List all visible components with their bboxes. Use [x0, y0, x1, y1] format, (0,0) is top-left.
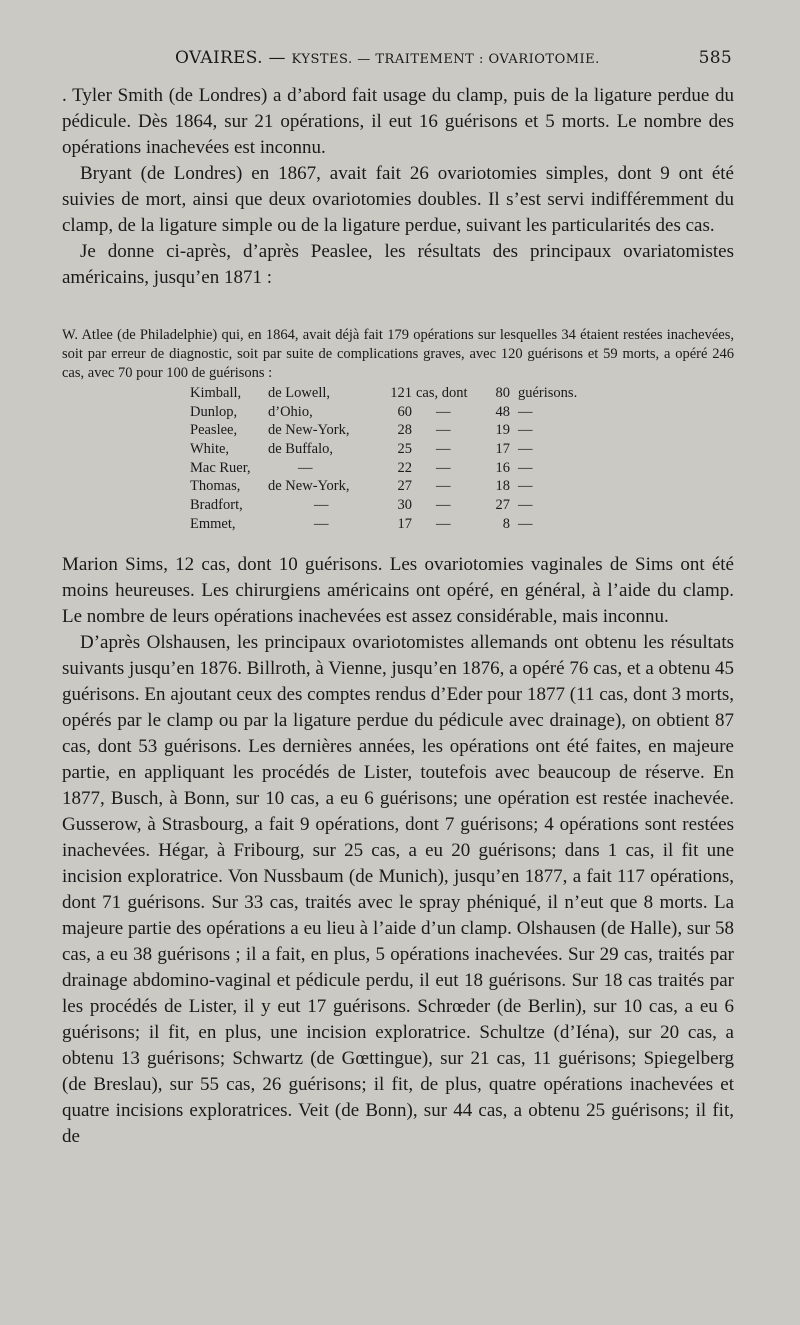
surgeon-place: —: [298, 459, 313, 476]
paragraph-olshausen: D’après Olshausen, les principaux ovariotomistes allemands ont obtenu les résultats suivants jusqu’en 1876. Billroth, à Vienne, jusqu’en 1876, a opéré 76 cas, et a obtenu 45 guérisons. En ajoutant ceux des comptes rendus d’Eder pour 1877 (11 cas, dont 3 morts, opérés par le clamp ou par la ligature perdue du pédicule avec drainage), on obtient 87 cas, dont 53 guérisons. Les dernières années, les opérations ont été faites, en majeure partie, en appliquant les procédés de Lister, toutefois avec beaucoup de réserve. En 1877, Busch, à Bonn, sur 10 cas, a eu 6 guérisons; une opération est restée inachevée. Gusserow, à Strasbourg, a fait 9 opérations, dont 7 guérisons; 4 opérations sont restées inachevées. Hégar, à Fribourg, sur 25 cas, a eu 20 guérisons; dans 1 cas, il fit une incision exploratrice. Von Nussbaum (de Munich), jusqu’en 1877, a fait 117 opérations, dont 71 guérisons. Sur 33 cas, traités avec le spray phéniqué, il n’eut que 8 morts. La majeure partie des opérations a eu lieu à l’aide d’un clamp. Olshausen (de Halle), sur 58 cas, a eu 38 guérisons ; il a fait, en plus, 5 opérations inachevées. Sur 29 cas, traités par drainage abdomino-vaginal et pédicule perdu, il eut 18 guérisons. Sur 18 cas traités par les procédés de Lister, il y eut 17 guérisons. Schrœder (de Berlin), sur 10 cas, a eu 6 guérisons; il fit, en plus, une incision exploratrice. Schultze (d’Iéna), sur 20 cas, a obtenu 13 guérisons; Schwartz (de Gœttingue), sur 21 cas, 11 guérisons; Spiegelberg (de Breslau), sur 55 cas, 26 guérisons; il fit, de plus, quatre opérations inachevées et quatre incisions exploratrices. Veit (de Bonn), sur 44 cas, a obtenu 25 guérisons; il fit, de: [62, 632, 734, 1147]
surgeon-name: Kimball,: [190, 385, 242, 401]
paragraph-atlee: W. Atlee (de Philadelphie) qui, en 1864, avait déjà fait 179 opérations sur lesquelles 34 étaient restées inachevées, soit par erreur de diagnostic, soit par suite de complications graves, avec 120 guérisons et 59 morts, a opéré 246 cas, avec 70 pour 100 de guérisons :: [62, 327, 734, 381]
cured-count: 8: [502, 515, 510, 532]
body-text-top: [62, 83, 734, 291]
surgeon-name: Dunlop,: [190, 403, 238, 420]
surgeon-name: Thomas,: [190, 478, 241, 495]
cured-label: —: [518, 478, 533, 495]
case-count: 121: [390, 385, 412, 401]
cured-count: 17: [495, 441, 510, 458]
cured-label: —: [518, 403, 533, 420]
dont-label: —: [436, 478, 451, 495]
header-title-part1: OVAIRES. —: [175, 48, 292, 68]
paragraph-peaslee-intro: Je donne ci-après, d’après Peaslee, les résultats des principaux ovariatomistes américains, jusqu’en 1871 :: [62, 241, 734, 288]
surgeon-name: White,: [190, 441, 230, 458]
surgeon-name: Emmet,: [190, 515, 236, 532]
dont-label: —: [436, 441, 451, 458]
surgeon-place: —: [314, 497, 329, 514]
case-count: 17: [397, 515, 412, 532]
cured-label: guérisons.: [518, 385, 578, 401]
paragraph-marion-sims: Marion Sims, 12 cas, dont 10 guérisons. Les ovariotomies vaginales de Sims ont été moins heureuses. Les chirurgiens américains ont opéré, en général, à l’aide du clamp. Le nombre de leurs opérations inachevées est assez considérable, mais inconnu.: [62, 554, 734, 627]
cured-count: 16: [495, 459, 510, 476]
case-count: 60: [397, 403, 412, 420]
cured-label: —: [518, 515, 533, 532]
page-number: 585: [698, 48, 732, 68]
atlee-paragraph: [62, 326, 734, 383]
paragraph-tyler-smith: . Tyler Smith (de Londres) a d’abord fait usage du clamp, puis de la ligature perdue du pédicule. Dès 1864, sur 21 opérations, il eut 16 guérisons et 5 morts. Le nombre des opérations inachevées est inconnu.: [62, 85, 734, 158]
dont-label: cas, dont: [416, 385, 468, 401]
cured-count: 19: [495, 422, 510, 439]
surgeon-place: de Lowell,: [268, 385, 331, 401]
dont-label: —: [436, 497, 451, 514]
cured-label: —: [518, 422, 533, 439]
dont-label: —: [436, 515, 451, 532]
cured-count: 80: [495, 385, 510, 401]
case-count: 30: [397, 497, 412, 514]
dont-label: —: [436, 459, 451, 476]
surgeon-place: de Buffalo,: [268, 441, 333, 458]
surgeon-place: de New-York,: [268, 478, 350, 495]
cured-label: —: [518, 497, 533, 514]
body-text-bottom: [62, 552, 734, 1150]
surgeon-place: de New-York,: [268, 422, 350, 439]
paragraph-bryant: Bryant (de Londres) en 1867, avait fait 26 ovariotomies simples, dont 9 ont été suivies de mort, ainsi que deux ovariotomies doubles. Il s’est servi indifféremment du clamp, de la ligature simple ou de la ligature perdue, suivant les particularités des cas.: [62, 163, 734, 236]
header-title: [175, 48, 600, 68]
case-count: 22: [397, 459, 412, 476]
surgeon-name: Peaslee,: [190, 422, 238, 439]
header-title-part2: KYSTES. — TRAITEMENT : OVARIOTOMIE.: [291, 52, 600, 67]
case-count: 28: [397, 422, 412, 439]
cured-count: 48: [495, 403, 510, 420]
surgeon-place: —: [314, 515, 329, 532]
running-header: [175, 48, 732, 76]
surgeon-name: Mac Ruer,: [190, 459, 251, 476]
case-count: 25: [397, 441, 412, 458]
cured-label: —: [518, 459, 533, 476]
surgeon-place: d’Ohio,: [268, 403, 313, 420]
cured-count: 27: [495, 497, 510, 514]
cured-label: —: [518, 441, 533, 458]
case-count: 27: [397, 478, 412, 495]
dont-label: —: [436, 403, 451, 420]
surgeon-name: Bradfort,: [190, 497, 243, 514]
cured-count: 18: [495, 478, 510, 495]
dont-label: —: [436, 422, 451, 439]
